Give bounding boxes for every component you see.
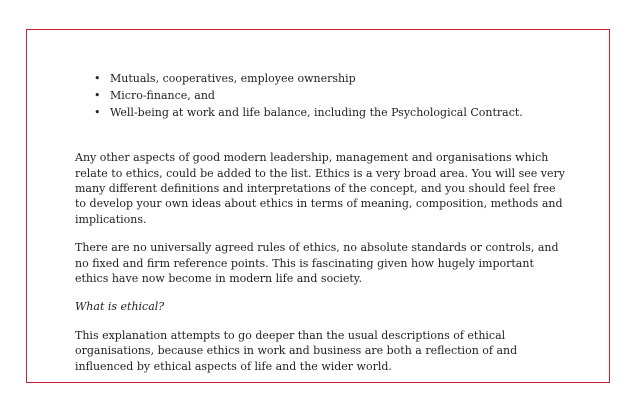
bullet-text: Micro-finance, and <box>110 88 215 102</box>
paragraph-no-universal-rules: There are no universally agreed rules of ethics, no absolute standards or controls, and no fixed and firm reference points. This is fascinating given how hugely important ethics have now become in modern life and society. <box>75 241 559 286</box>
bullet-dot-icon: • <box>94 105 101 119</box>
bullet-item <box>75 105 570 120</box>
bullet-item <box>75 71 570 86</box>
bullet-text: Mutuals, cooperatives, employee ownership <box>110 72 356 85</box>
bullet-item <box>75 88 570 103</box>
section-heading-what-is-ethical: What is ethical? <box>75 300 165 314</box>
paragraph-explanation: This explanation attempts to go deeper than the usual descriptions of ethical organisations, because ethics in work and business are both a reflection of and influenced by ethical aspects of life and the wider world. <box>75 328 518 373</box>
document-content <box>75 71 570 374</box>
bullet-text: Well-being at work and life balance, including the Psychological Contract. <box>110 105 523 119</box>
bullet-dot-icon: • <box>94 72 101 85</box>
bullet-dot-icon: • <box>94 88 101 102</box>
paragraph-ethics-broad-area: Any other aspects of good modern leadership, management and organisations which relate to ethics, could be added to the list. Ethics is a very broad area. You will see very many different definitions and interpretations of the concept, and you should feel free to develop your own ideas about ethics in terms of meaning, composition, methods and implications. <box>75 151 565 226</box>
bullet-list <box>75 71 570 120</box>
